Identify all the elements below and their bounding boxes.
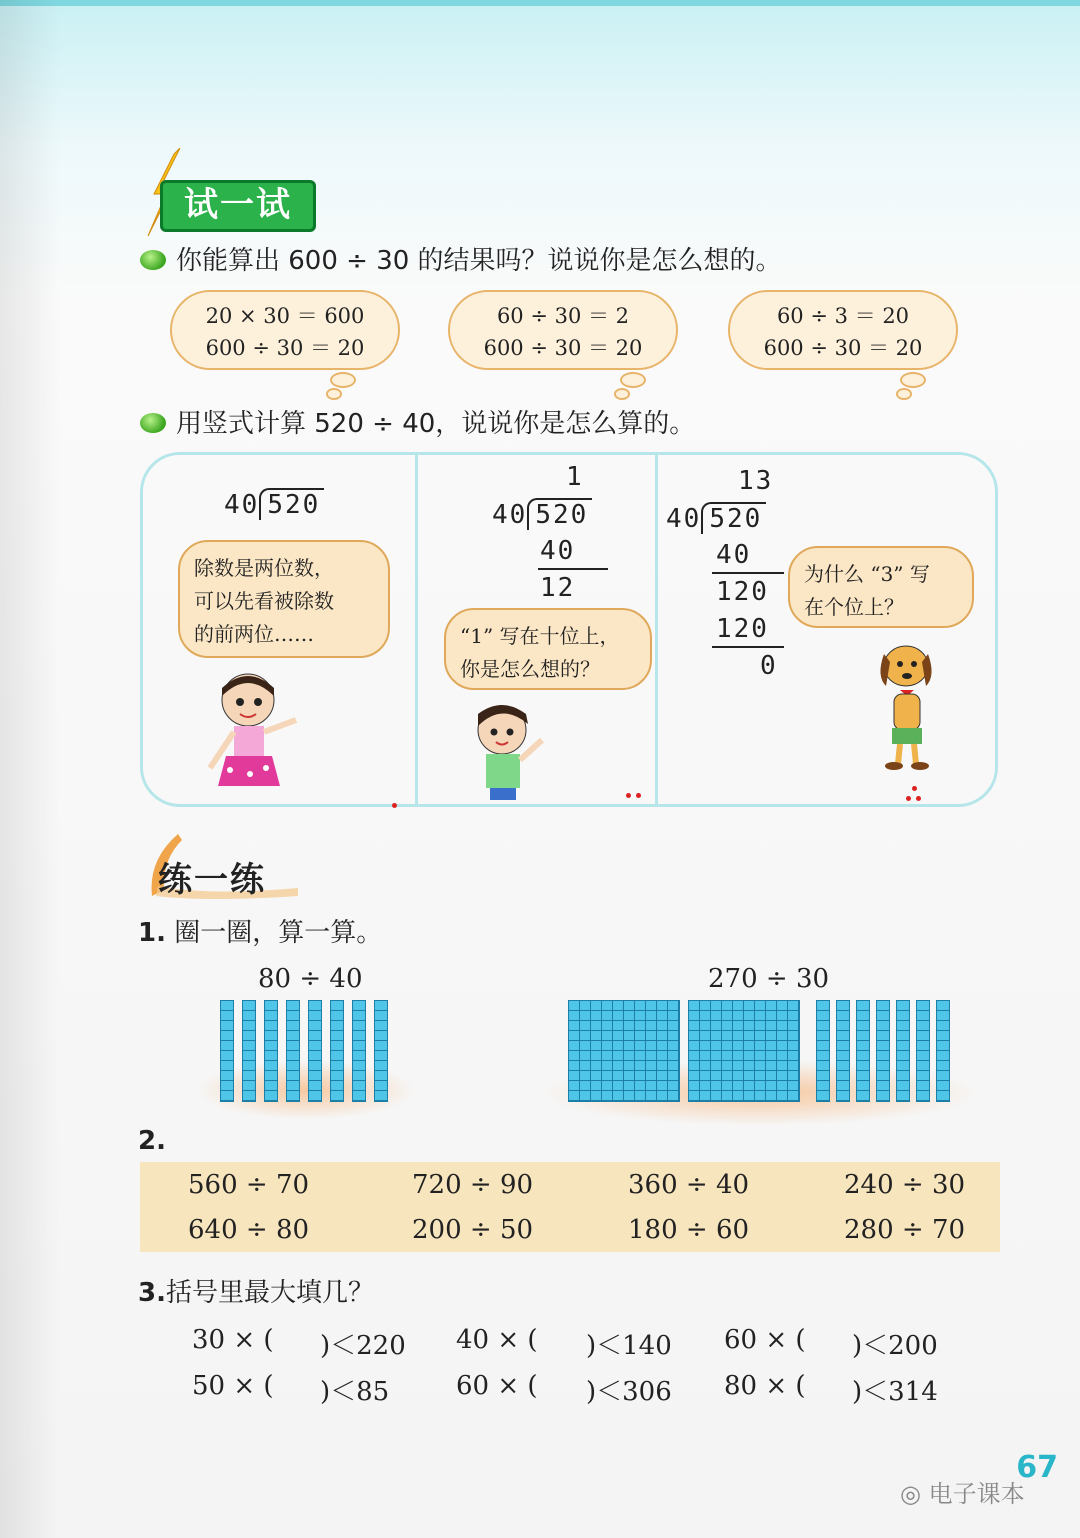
expression: 270 ÷ 30	[708, 964, 830, 994]
section-title-try: 试一试	[160, 180, 316, 232]
green-dot-icon	[140, 413, 166, 433]
expression: 560 ÷ 70	[188, 1170, 310, 1200]
speech-bubble	[178, 540, 390, 658]
inequality-right: )＜220	[320, 1331, 406, 1361]
inequality-left: 60 × (	[456, 1371, 538, 1401]
thought-cloud	[170, 290, 400, 370]
expression: 280 ÷ 70	[844, 1215, 966, 1245]
dividend: 520	[701, 502, 766, 534]
page-gutter-shade	[0, 0, 60, 1538]
ten-rod	[816, 1000, 830, 1102]
ten-rod	[308, 1000, 322, 1102]
ten-rod	[374, 1000, 388, 1102]
ten-rod	[896, 1000, 910, 1102]
division-setup: 40 520	[492, 498, 592, 530]
exercise-number: 1.	[138, 918, 166, 948]
partial-remainder: 120	[716, 577, 769, 607]
thought-cloud	[728, 290, 958, 370]
ten-rod	[936, 1000, 950, 1102]
exercise-text: 圈一圈，算一算。	[174, 918, 383, 948]
thought-dot	[614, 388, 630, 400]
inequality-left: 60 × (	[724, 1325, 806, 1355]
division-setup: 40 520	[666, 502, 766, 534]
expression: 720 ÷ 90	[412, 1170, 534, 1200]
bubble-line: 为什么 “3” 写	[804, 562, 930, 586]
red-dot	[906, 796, 911, 801]
chat-icon: ◎	[900, 1480, 921, 1508]
ten-rod	[836, 1000, 850, 1102]
panel-divider	[655, 455, 658, 805]
exercise-3-prompt	[138, 1272, 374, 1309]
hundred-block	[688, 1000, 800, 1102]
question-try-2	[140, 403, 695, 440]
ten-rod	[242, 1000, 256, 1102]
inequality-left: 30 × (	[192, 1325, 274, 1355]
inequality-right: )＜140	[586, 1331, 672, 1361]
subtrahend: 120	[716, 614, 769, 644]
expression: 200 ÷ 50	[412, 1215, 534, 1245]
expression: 640 ÷ 80	[188, 1215, 310, 1245]
cloud-line: 600 ÷ 30 ＝ 20	[763, 336, 923, 360]
inequality-left: 50 × (	[192, 1371, 274, 1401]
ten-rod	[286, 1000, 300, 1102]
ten-rod	[916, 1000, 930, 1102]
quotient: 1	[566, 462, 584, 492]
watermark	[900, 1474, 1025, 1509]
red-dot	[636, 793, 641, 798]
ten-rod	[856, 1000, 870, 1102]
bubble-line: “1” 写在十位上，	[460, 624, 620, 648]
cloud-line: 20 × 30 ＝ 600	[205, 304, 365, 328]
division-setup: 40 520	[224, 488, 324, 520]
cloud-line: 60 ÷ 3 ＝ 20	[776, 304, 910, 328]
remainder: 0	[760, 651, 778, 681]
cloud-line: 600 ÷ 30 ＝ 20	[205, 336, 365, 360]
boy-illustration	[466, 700, 556, 805]
page-number: 67	[1016, 1450, 1058, 1485]
subtrahend: 40	[716, 540, 752, 570]
subtraction-line	[538, 568, 608, 570]
ten-rod	[330, 1000, 344, 1102]
question-try-1	[140, 240, 782, 277]
ten-rod	[352, 1000, 366, 1102]
exercise-1-prompt	[138, 912, 382, 949]
quotient: 13	[738, 466, 774, 496]
section-title-practice: 练一练	[158, 860, 266, 900]
bubble-line: 的前两位……	[194, 622, 314, 646]
remainder: 12	[540, 573, 576, 603]
dividend: 520	[527, 498, 592, 530]
inequality-right: )＜85	[320, 1377, 390, 1407]
thought-dot	[330, 372, 356, 388]
thought-cloud	[448, 290, 678, 370]
question-text: 你能算出 600 ÷ 30 的结果吗？说说你是怎么想的。	[176, 246, 782, 276]
bubble-line: 你是怎么想的？	[460, 657, 600, 681]
inequality-right: )＜314	[852, 1377, 938, 1407]
hundred-block	[568, 1000, 680, 1102]
exercise-number: 2.	[138, 1126, 166, 1156]
top-band	[0, 0, 1080, 6]
thought-dot	[326, 388, 342, 400]
inequality-right: )＜200	[852, 1331, 938, 1361]
red-dot	[912, 786, 917, 791]
green-dot-icon	[140, 250, 166, 270]
inequality-left: 40 × (	[456, 1325, 538, 1355]
dog-illustration	[872, 636, 942, 776]
subtraction-line	[712, 572, 784, 574]
cloud-line: 60 ÷ 30 ＝ 2	[496, 304, 630, 328]
panel-divider	[415, 455, 418, 805]
thought-dot	[896, 388, 912, 400]
red-dot	[626, 793, 631, 798]
speech-bubble	[788, 546, 974, 628]
speech-bubble	[444, 608, 652, 690]
ten-rod	[876, 1000, 890, 1102]
girl-illustration	[200, 670, 310, 800]
bubble-line: 可以先看被除数	[194, 589, 334, 613]
exercise-text: 括号里最大填几？	[165, 1278, 374, 1308]
exercise-number: 3.	[138, 1278, 166, 1308]
thought-dot	[900, 372, 926, 388]
inequality-left: 80 × (	[724, 1371, 806, 1401]
thought-dot	[620, 372, 646, 388]
dividend: 520	[259, 488, 324, 520]
expression: 80 ÷ 40	[258, 964, 363, 994]
ten-rod	[220, 1000, 234, 1102]
expression: 180 ÷ 60	[628, 1215, 750, 1245]
subtraction-line	[712, 646, 784, 648]
subtrahend: 40	[540, 536, 576, 566]
bubble-line: 除数是两位数，	[194, 556, 334, 580]
question-text: 用竖式计算 520 ÷ 40，说说你是怎么算的。	[176, 409, 696, 439]
bubble-line: 在个位上？	[804, 595, 904, 619]
expression: 360 ÷ 40	[628, 1170, 750, 1200]
cloud-line: 600 ÷ 30 ＝ 20	[483, 336, 643, 360]
red-dot	[916, 796, 921, 801]
watermark-text: 电子课本	[928, 1480, 1025, 1508]
inequality-right: )＜306	[586, 1377, 672, 1407]
expression: 240 ÷ 30	[844, 1170, 966, 1200]
red-dot	[392, 803, 397, 808]
ten-rod	[264, 1000, 278, 1102]
